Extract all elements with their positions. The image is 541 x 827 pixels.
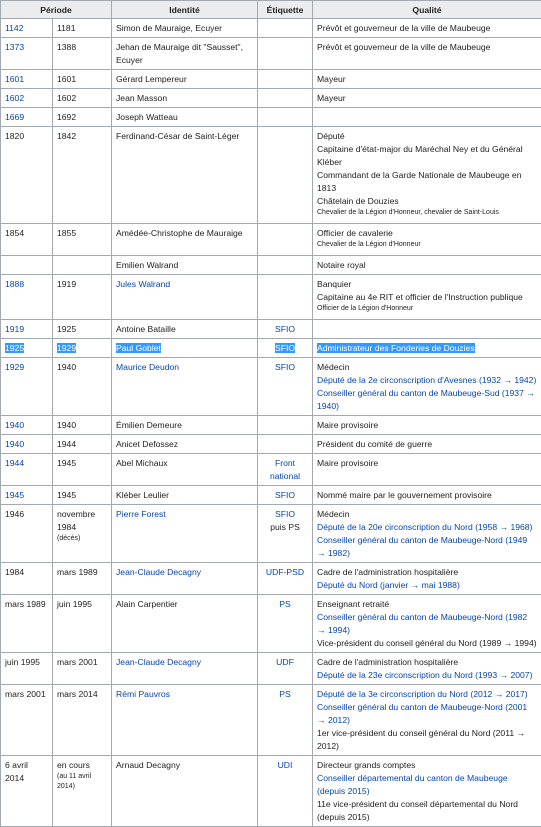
identity-text: Paul Goblet <box>116 343 161 353</box>
quality-link-line[interactable]: Conseiller général du canton de Maubeuge-Sud (1937 → 1940) <box>317 387 537 413</box>
quality-cell <box>313 224 541 256</box>
quality-link-line[interactable]: Conseiller général du canton de Maubeuge-Nord (2001 → 2012) <box>317 701 537 727</box>
quality-line: Cadre de l'administration hospitalière <box>317 656 537 669</box>
table-row <box>1 320 541 339</box>
quality-cell: Mayeur <box>313 89 541 108</box>
quality-line: Médecin <box>317 508 537 521</box>
table-row <box>1 89 541 108</box>
start-cell <box>1 89 53 108</box>
end-cell: 1855 <box>53 224 112 256</box>
label-cell <box>258 454 313 486</box>
label-cell <box>258 38 313 70</box>
quality-line: Capitaine au 4e RIT et officier de l'Instruction publique <box>317 291 537 304</box>
quality-link-line[interactable]: Député de la 2e circonscription d'Avesnes (1932 → 1942) <box>317 374 537 387</box>
quality-note: Chevalier de la Légion d'Honneur <box>317 240 537 253</box>
table-row <box>1 595 541 653</box>
identity-link[interactable]: Maurice Deudon <box>116 362 179 372</box>
identity-cell: Gérard Lempereur <box>112 70 258 89</box>
header-qualite: Qualité <box>313 1 541 19</box>
start-cell: 1984 <box>1 563 53 595</box>
table-row <box>1 256 541 275</box>
end-note: (décès) <box>57 534 107 544</box>
start-link[interactable]: 1925 <box>5 343 24 353</box>
label-cell <box>258 108 313 127</box>
label-cell <box>258 127 313 224</box>
identity-cell: Simon de Mauraige, Ecuyer <box>112 19 258 38</box>
start-cell: 1854 <box>1 224 53 256</box>
end-cell: 1940 <box>53 358 112 416</box>
start-cell <box>1 486 53 505</box>
party-link[interactable]: UDF <box>276 657 294 667</box>
table-row <box>1 653 541 685</box>
label-cell <box>258 756 313 827</box>
identity-cell: Joseph Watteau <box>112 108 258 127</box>
quality-text: Administrateur des Fonderies de Douzies <box>317 343 475 353</box>
label-cell <box>258 416 313 435</box>
quality-link-line[interactable]: Député de la 23e circonscription du Nord (1993 → 2007) <box>317 669 537 682</box>
label-cell <box>258 19 313 38</box>
quality-line: Officier de cavalerie <box>317 227 537 240</box>
header-etiquette: Étiquette <box>258 1 313 19</box>
identity-cell <box>112 339 258 358</box>
header-periode: Période <box>1 1 112 19</box>
start-link[interactable]: 1929 <box>5 362 24 372</box>
label-cell <box>258 435 313 454</box>
start-cell: 1820 <box>1 127 53 224</box>
start-cell: mars 1989 <box>1 595 53 653</box>
end-cell: 1601 <box>53 70 112 89</box>
quality-link-line[interactable]: Député de la 20e circonscription du Nord (1958 → 1968) <box>317 521 537 534</box>
label-cell <box>258 339 313 358</box>
start-link[interactable]: 1945 <box>5 490 24 500</box>
end-cell: 1925 <box>53 320 112 339</box>
identity-link[interactable]: Jean-Claude Decagny <box>116 567 201 577</box>
quality-cell: Maire provisoire <box>313 454 541 486</box>
quality-link-line[interactable]: Député du Nord (janvier → mai 1988) <box>317 579 537 592</box>
label-cell <box>258 685 313 756</box>
quality-cell <box>313 685 541 756</box>
start-cell <box>1 108 53 127</box>
identity-link[interactable]: Rémi Pauvros <box>116 689 170 699</box>
identity-link[interactable]: Jean-Claude Decagny <box>116 657 201 667</box>
identity-cell <box>112 505 258 563</box>
party-link[interactable]: SFIO <box>275 343 295 353</box>
identity-cell: Emilien Walrand <box>112 256 258 275</box>
end-cell <box>53 756 112 827</box>
end-text: novembre 1984 <box>57 508 107 534</box>
start-cell <box>1 339 53 358</box>
end-cell: 1944 <box>53 435 112 454</box>
table-row <box>1 358 541 416</box>
end-cell: mars 1989 <box>53 563 112 595</box>
identity-cell: Alain Carpentier <box>112 595 258 653</box>
quality-line: Médecin <box>317 361 537 374</box>
identity-cell: Émilien Demeure <box>112 416 258 435</box>
party-link[interactable]: SFIO <box>275 324 295 334</box>
table-row <box>1 275 541 320</box>
quality-cell <box>313 339 541 358</box>
quality-cell: Prévôt et gouverneur de la ville de Maubeuge <box>313 19 541 38</box>
quality-cell <box>313 108 541 127</box>
start-link[interactable]: 1373 <box>5 42 24 52</box>
party-link[interactable]: PS <box>279 689 290 699</box>
end-cell: 1945 <box>53 454 112 486</box>
label-cell <box>258 224 313 256</box>
identity-cell <box>112 653 258 685</box>
quality-link-line[interactable]: Député de la 3e circonscription du Nord (2012 → 2017) <box>317 688 537 701</box>
end-text: 1929 <box>57 343 76 353</box>
label-cell <box>258 653 313 685</box>
header-identite: Identité <box>112 1 258 19</box>
table-row <box>1 685 541 756</box>
quality-line: 11e vice-président du conseil départemental du Nord (depuis 2015) <box>317 798 537 824</box>
quality-line: Cadre de l'administration hospitalière <box>317 566 537 579</box>
end-cell: 1940 <box>53 416 112 435</box>
quality-line: 1er vice-président du conseil général du Nord (2011 → 2012) <box>317 727 537 753</box>
table-row <box>1 486 541 505</box>
identity-link[interactable]: Jules Walrand <box>116 279 170 289</box>
end-cell: 1945 <box>53 486 112 505</box>
party-link[interactable]: UDF-PSD <box>266 567 304 577</box>
quality-cell <box>313 595 541 653</box>
identity-cell <box>112 685 258 756</box>
label-cell <box>258 563 313 595</box>
end-text: en cours <box>57 759 107 772</box>
start-cell <box>1 416 53 435</box>
end-cell: juin 1995 <box>53 595 112 653</box>
quality-cell <box>313 358 541 416</box>
identity-cell: Amédée-Christophe de Mauraige <box>112 224 258 256</box>
end-cell: 1181 <box>53 19 112 38</box>
quality-link-line[interactable]: Conseiller général du canton de Maubeuge-Nord (1949 → 1982) <box>317 534 537 560</box>
start-cell <box>1 358 53 416</box>
table-row <box>1 108 541 127</box>
end-cell: mars 2014 <box>53 685 112 756</box>
table-row <box>1 454 541 486</box>
table-row <box>1 38 541 70</box>
label-cell <box>258 505 313 563</box>
party-link[interactable]: Front national <box>270 458 300 481</box>
end-cell: 1919 <box>53 275 112 320</box>
label-cell <box>258 595 313 653</box>
quality-line: Châtelain de Douzies <box>317 195 537 208</box>
table-row <box>1 756 541 827</box>
start-cell <box>1 38 53 70</box>
table-row <box>1 563 541 595</box>
end-cell: 1842 <box>53 127 112 224</box>
table-row <box>1 19 541 38</box>
end-cell <box>53 505 112 563</box>
start-cell: 6 avril 2014 <box>1 756 53 827</box>
end-cell: mars 2001 <box>53 653 112 685</box>
table-row <box>1 505 541 563</box>
identity-cell: Kléber Leulier <box>112 486 258 505</box>
label-cell <box>258 320 313 339</box>
start-cell <box>1 435 53 454</box>
start-cell: mars 2001 <box>1 685 53 756</box>
label-cell <box>258 256 313 275</box>
quality-link-line[interactable]: Conseiller départemental du canton de Maubeuge (depuis 2015) <box>317 772 537 798</box>
start-cell: juin 1995 <box>1 653 53 685</box>
start-cell <box>1 256 53 275</box>
start-link[interactable]: 1940 <box>5 439 24 449</box>
label-cell <box>258 275 313 320</box>
quality-line: Député <box>317 130 537 143</box>
start-cell <box>1 19 53 38</box>
table-row <box>1 127 541 224</box>
identity-cell <box>112 563 258 595</box>
start-link[interactable]: 1669 <box>5 112 24 122</box>
table-row <box>1 435 541 454</box>
identity-cell: Ferdinand-César de Saint-Léger <box>112 127 258 224</box>
label-cell <box>258 89 313 108</box>
start-link[interactable]: 1919 <box>5 324 24 334</box>
identity-cell: Anicet Defossez <box>112 435 258 454</box>
end-note: (au 11 avril 2014) <box>57 772 107 792</box>
quality-cell <box>313 320 541 339</box>
identity-cell <box>112 358 258 416</box>
quality-cell <box>313 756 541 827</box>
quality-cell: Notaire royal <box>313 256 541 275</box>
quality-cell <box>313 275 541 320</box>
identity-cell: Abel Michaux <box>112 454 258 486</box>
quality-cell <box>313 563 541 595</box>
identity-cell <box>112 275 258 320</box>
label-cell <box>258 358 313 416</box>
start-cell: 1946 <box>1 505 53 563</box>
quality-line: Capitaine d'état-major du Maréchal Ney et du Général Kléber <box>317 143 537 169</box>
table-row <box>1 416 541 435</box>
quality-note: Officier de la Légion d'Honneur <box>317 304 537 317</box>
quality-cell: Nommé maire par le gouvernement provisoire <box>313 486 541 505</box>
end-cell: 1602 <box>53 89 112 108</box>
quality-line: Banquier <box>317 278 537 291</box>
quality-cell: Président du comité de guerre <box>313 435 541 454</box>
party-link[interactable]: SFIO <box>262 508 308 521</box>
start-cell <box>1 275 53 320</box>
quality-link-line[interactable]: Conseiller général du canton de Maubeuge-Nord (1982 → 1994) <box>317 611 537 637</box>
end-cell <box>53 256 112 275</box>
party-link[interactable]: SFIO <box>275 362 295 372</box>
quality-note: Chevalier de la Légion d'Honneur, chevalier de Saint-Louis <box>317 208 537 221</box>
end-cell: 1388 <box>53 38 112 70</box>
party-note: puis PS <box>262 521 308 534</box>
start-link[interactable]: 1940 <box>5 420 24 430</box>
identity-cell: Jehan de Mauraige dit "Sausset", Ecuyer <box>112 38 258 70</box>
quality-line: Enseignant retraité <box>317 598 537 611</box>
quality-line: Vice-président du conseil général du Nord (1989 → 1994) <box>317 637 537 650</box>
quality-cell <box>313 653 541 685</box>
start-link[interactable]: 1601 <box>5 74 24 84</box>
table-row <box>1 70 541 89</box>
identity-cell: Jean Masson <box>112 89 258 108</box>
quality-cell <box>313 505 541 563</box>
party-link[interactable]: UDI <box>278 760 293 770</box>
start-link[interactable]: 1602 <box>5 93 24 103</box>
start-link[interactable]: 1944 <box>5 458 24 468</box>
quality-cell: Prévôt et gouverneur de la ville de Maubeuge <box>313 38 541 70</box>
quality-cell: Mayeur <box>313 70 541 89</box>
identity-link[interactable]: Pierre Forest <box>116 509 166 519</box>
quality-cell: Maire provisoire <box>313 416 541 435</box>
header-row <box>1 1 541 19</box>
party-link[interactable]: PS <box>279 599 290 609</box>
identity-cell: Antoine Bataille <box>112 320 258 339</box>
label-cell <box>258 486 313 505</box>
quality-line: Directeur grands comptes <box>317 759 537 772</box>
quality-cell <box>313 127 541 224</box>
label-cell <box>258 70 313 89</box>
end-cell <box>53 339 112 358</box>
identity-cell: Arnaud Decagny <box>112 756 258 827</box>
table-row-selected <box>1 339 541 358</box>
table-row <box>1 224 541 256</box>
end-cell: 1692 <box>53 108 112 127</box>
quality-line: Commandant de la Garde Nationale de Maubeuge en 1813 <box>317 169 537 195</box>
start-cell <box>1 320 53 339</box>
start-link[interactable]: 1142 <box>5 23 23 33</box>
party-link[interactable]: SFIO <box>275 490 295 500</box>
start-cell <box>1 454 53 486</box>
start-link[interactable]: 1888 <box>5 279 24 289</box>
start-cell <box>1 70 53 89</box>
